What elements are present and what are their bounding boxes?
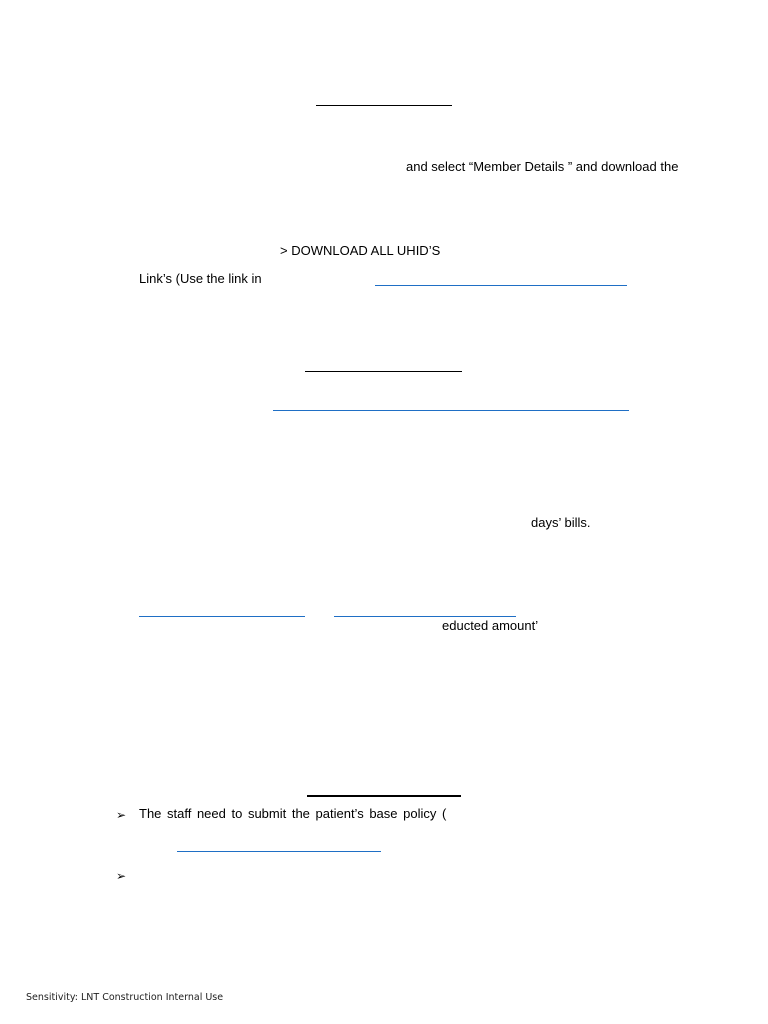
days-bills-text: days’ bills. <box>531 515 591 530</box>
hyperlink-underline[interactable] <box>375 285 627 286</box>
base-policy-text: The staff need to submit the patient’s base policy ( <box>139 806 447 821</box>
download-uhids-text: > DOWNLOAD ALL UHID’S <box>280 243 441 258</box>
hyperlink-underline[interactable] <box>273 410 629 411</box>
sensitivity-footer: Sensitivity: LNT Construction Internal Use <box>26 992 224 1003</box>
heading-underline <box>305 371 462 372</box>
hyperlink-underline[interactable] <box>177 851 381 852</box>
bullet-arrow-icon: ➢ <box>116 808 127 822</box>
hyperlink-underline[interactable] <box>334 616 516 617</box>
bullet-arrow-icon: ➢ <box>116 869 127 883</box>
member-details-text: and select “Member Details ” and download the <box>406 159 679 174</box>
heading-underline <box>316 105 452 106</box>
links-text: Link’s (Use the link in <box>139 271 262 286</box>
hyperlink-underline[interactable] <box>139 616 305 617</box>
deducted-amount-text: educted amount’ <box>442 618 539 633</box>
heading-underline <box>307 795 461 797</box>
